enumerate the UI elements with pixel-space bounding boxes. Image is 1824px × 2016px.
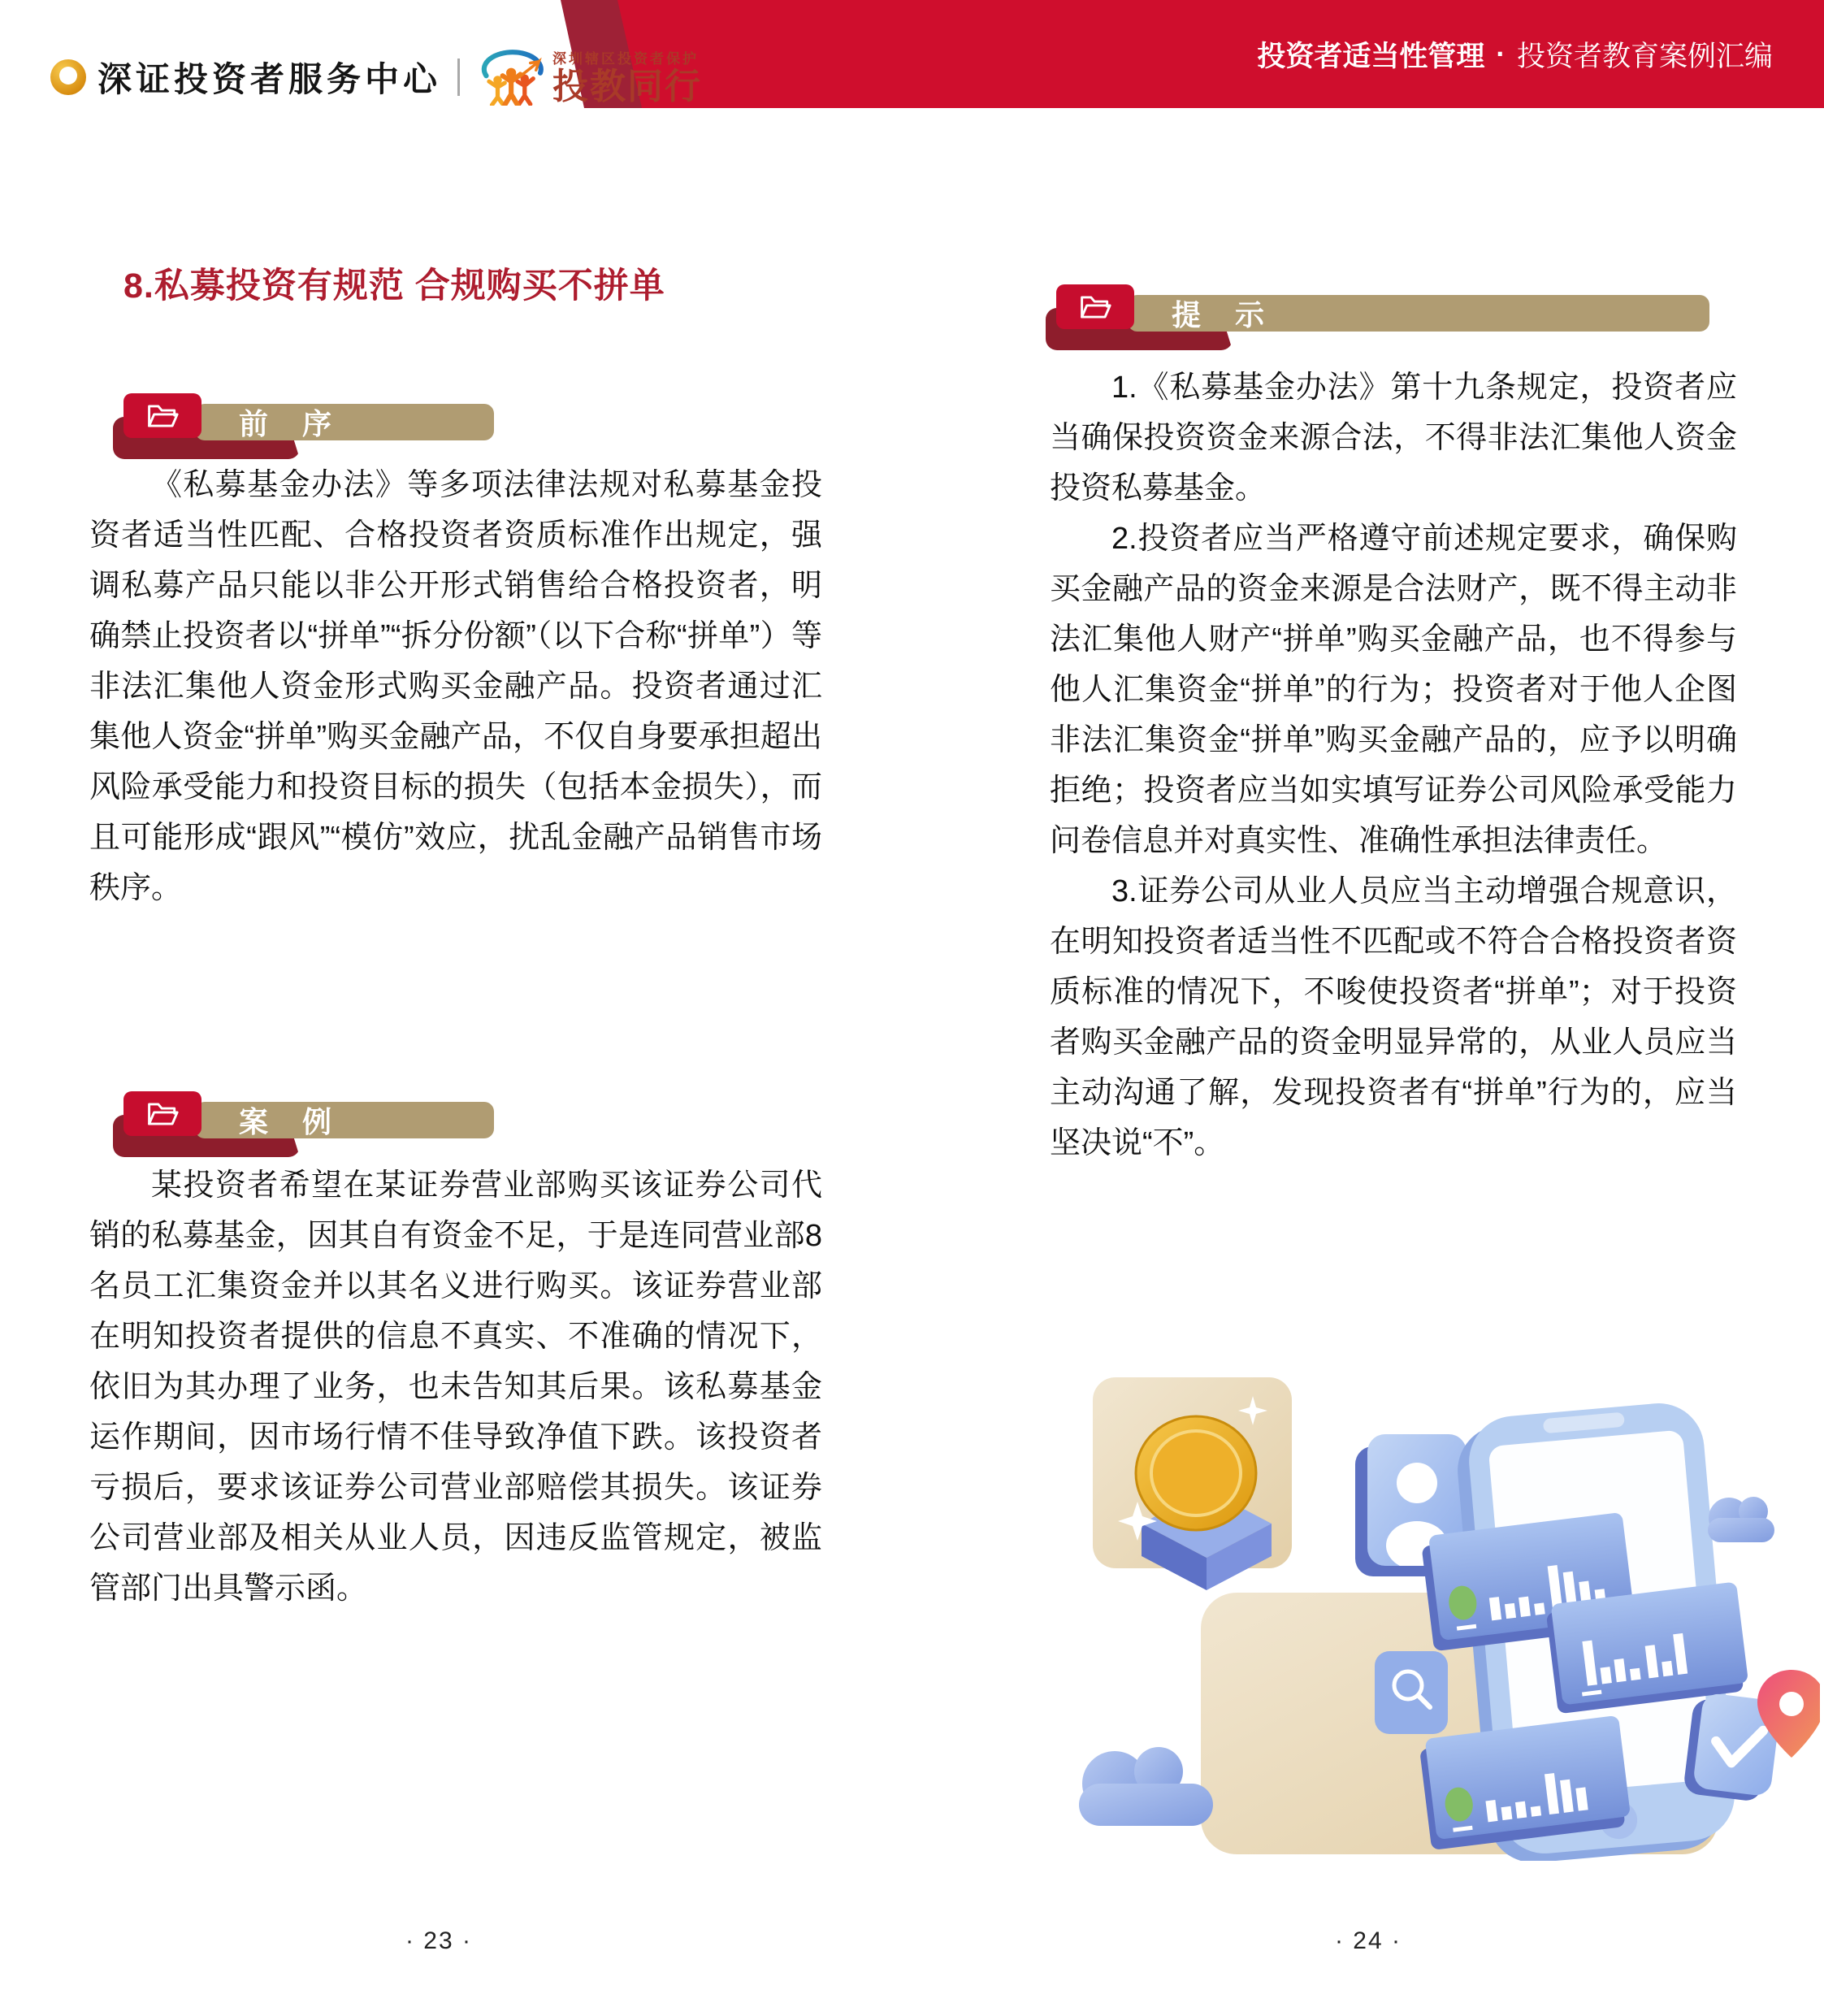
open-folder-icon: [144, 401, 181, 431]
people-arc-icon: [476, 49, 548, 106]
section-header-bar: [1128, 295, 1709, 332]
paragraph: 某投资者希望在某证券营业部购买该证券公司代销的私募基金，因其自有资金不足，于是连同营业部8名员工汇集资金并以其名义进行购买。该证券营业部在明知投资者提供的信息不真实、不准确的情况下，依旧为其办理了业务，也未告知其后果。该私募基金运作期间，因市场行情不佳导致净值下跌。该投资者亏损后，要求该证券公司营业部赔偿其损失。该证券公司营业部及相关从业人员，因违反监管规定，被监管部门出具警示函。: [89, 1168, 822, 1606]
tip-paragraphs: [1050, 362, 1737, 1168]
section-header-bar: [195, 404, 494, 440]
brand-big-text: 投教同行: [552, 67, 703, 107]
section-label: 提 示: [1172, 298, 1278, 332]
paragraph: 1.《私募基金办法》第十九条规定，投资者应当确保投资资金来源合法，不得非法汇集他人资金投资私募基金。: [1050, 371, 1737, 505]
banner-separator: ·: [1496, 37, 1506, 70]
preface-paragraph: [89, 460, 822, 913]
banner-title: [1257, 0, 1773, 108]
cloud-icon: [1079, 1747, 1213, 1826]
section-label: 前 序: [239, 407, 345, 440]
paragraph: 《私募基金办法》等多项法律法规对私募基金投资者适当性匹配、合格投资者资质标准作出规定，强调私募产品只能以非公开形式销售给合格投资者，明确禁止投资者以“拼单”“拆分份额”（以下合称“拼单”）等非法汇集他人资金形式购买金融产品。投资者通过汇集他人资金“拼单”购买金融产品，不仅自身要承担超出风险承受能力和投资目标的损失（包括本金损失），而且可能形成“跟风”“模仿”效应，扰乱金融产品销售市场秩序。: [89, 468, 822, 905]
paragraph: 2.投资者应当严格遵守前述规定要求，确保购买金融产品的资金来源是合法财产，既不得主动非法汇集他人财产“拼单”购买金融产品，也不得参与他人汇集资金“拼单”的行为；投资者对于他人企图非法汇集资金“拼单”购买金融产品的，应予以明确拒绝；投资者应当如实填写证券公司风险承受能力问卷信息并对真实性、准确性承担法律责任。: [1050, 522, 1737, 858]
brand-text-block: [552, 47, 702, 106]
bar-chart-card: [1545, 1581, 1750, 1714]
banner-title-bold: 投资者适当性管理: [1257, 40, 1485, 72]
section-header-bar: [195, 1102, 494, 1138]
section-header-tip: [1056, 284, 1709, 366]
page-number-left: · 23 ·: [405, 1927, 473, 1954]
page-number-right: · 24 ·: [1334, 1927, 1402, 1954]
section-label: 案 例: [239, 1105, 345, 1138]
open-folder-icon: [144, 1099, 181, 1129]
brand-small-text: 深圳辖区投资者保护: [552, 51, 700, 67]
folder-badge: [1056, 284, 1134, 329]
gold-coin-icon: [1136, 1416, 1256, 1530]
paragraph: 3.证券公司从业人员应当主动增强合规意识，在明知投资者适当性不匹配或不符合合格投资者资质标准的情况下，不唆使投资者“拼单”；对于投资者购买金融产品的资金明显异常的，从业人员应当主动沟通了解，发现投资者有“拼单”行为的，应当坚决说“不”。: [1050, 874, 1737, 1160]
banner-title-regular: 投资者教育案例汇编: [1516, 40, 1773, 72]
open-folder-icon: [1077, 292, 1114, 323]
folder-badge: [123, 393, 201, 438]
gold-ring-icon: [50, 59, 86, 95]
case-paragraph: [89, 1160, 822, 1614]
page-title: 8.私募投资有规范 合规购买不拼单: [123, 267, 665, 306]
fintech-illustration: [1056, 1324, 1820, 1861]
search-card-icon: [1375, 1651, 1448, 1734]
cloud-icon: [1708, 1497, 1774, 1542]
folder-badge: [123, 1091, 201, 1136]
org-name: 深证投资者服务中心: [97, 60, 442, 98]
logo-divider: [457, 59, 460, 96]
logo-row: [50, 47, 702, 107]
